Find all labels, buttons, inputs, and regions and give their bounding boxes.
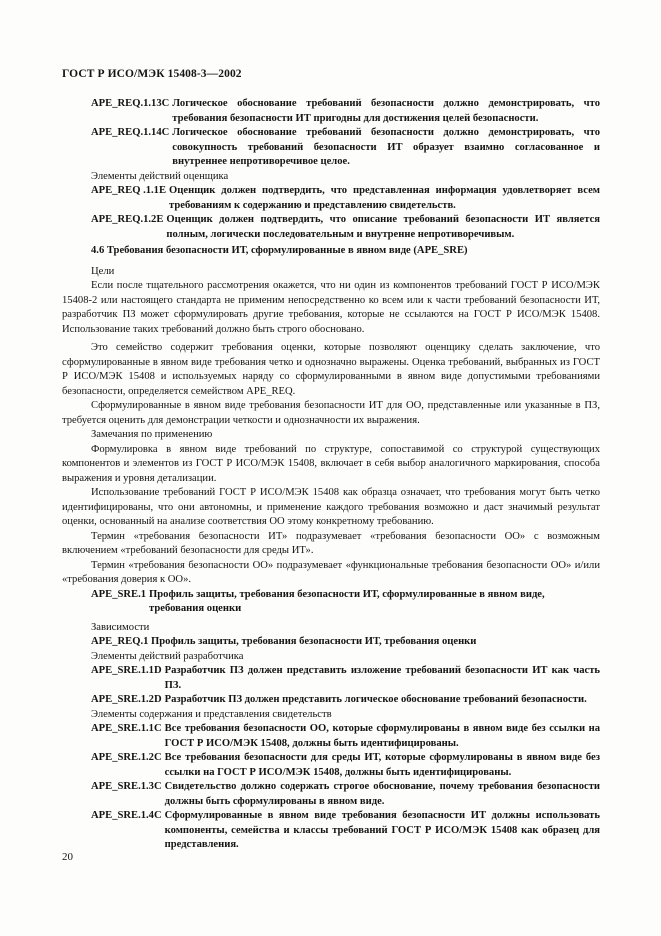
component-code: APE_SRE.1	[91, 588, 147, 600]
requirement-text: Разработчик ПЗ должен представить логическое обоснование требований безопасности.	[164, 694, 587, 705]
dependency-item: APE_REQ.1 Профиль защиты, требования безопасности ИТ, требования оценки	[91, 636, 477, 647]
subheading-developer: Элементы действий разработчика	[91, 650, 244, 662]
subheading-notes: Замечания по применению	[91, 429, 213, 440]
requirement-item	[62, 751, 600, 780]
requirement-item	[62, 693, 600, 708]
paragraph: Термин «требования безопасности ИТ» подразумевает «требования безопасности ОО» с возможным включением «требований безопасности для среды ИТ».	[62, 530, 600, 556]
requirement-item	[62, 213, 600, 242]
requirement-text: Сформулированные в явном виде требования безопасности ИТ должны использовать компоненты, семейства и классы требований ГОСТ Р ИСО/МЭК 15408 как образец для представления.	[164, 810, 600, 850]
requirement-text: Оценщик должен подтвердить, что описание требований безопасности ИТ является полным, логически последовательным и внутренне непротиворечивым.	[166, 214, 600, 240]
requirement-text: Оценщик должен подтвердить, что представленная информация удовлетворяет всем требованиям к содержанию и представлению свидетельств.	[169, 185, 600, 211]
requirement-code: APE_SRE.1.1C	[91, 723, 162, 734]
requirement-item	[62, 722, 600, 751]
requirement-item	[62, 97, 600, 126]
paragraph: Это семейство содержит требования оценки, которые позволяют оценщику сделать заключение, что сформулированные в явном виде требования четко и однозначно выражены. Оценка требований, выбранных из ГОСТ Р ИСО/МЭК 15408 и используемых наряду со сформулированными в явном виде допустимыми требованиями безопасности, определяется семейством APE_REQ.	[62, 342, 600, 397]
paragraph: Термин «требования безопасности ОО» подразумевает «функциональные требования безопасности ОО» и/или «требования доверия к ОО».	[62, 559, 600, 585]
requirement-text: Все требования безопасности для среды ИТ, которые сформулированы в явном виде без ссылки на ГОСТ Р ИСО/МЭК 15408, должны быть идентифицированы.	[164, 752, 600, 778]
requirement-code: APE_REQ.1.14C	[91, 127, 170, 138]
component-title	[62, 588, 600, 617]
requirement-code: APE_SRE.1.4C	[91, 810, 162, 821]
requirement-item	[62, 809, 600, 853]
requirement-code: APE_REQ.1.13C	[91, 98, 170, 109]
requirement-text: Логическое обоснование требований безопасности должно демонстрировать, что требования безопасности ИТ пригодны для достижения целей безопасности.	[172, 98, 600, 124]
requirement-code: APE_REQ .1.1E	[91, 185, 167, 196]
requirement-item	[62, 184, 600, 213]
paragraph: Сформулированные в явном виде требования безопасности ИТ для ОО, представленные или указанные в ПЗ, требуется оценить для демонстрации четкости и однозначности их выражения.	[62, 400, 600, 426]
requirement-text: Свидетельство должно содержать строгое обоснование, почему требования безопасности должны быть сформулированы в явном виде.	[164, 781, 600, 807]
requirement-text: Все требования безопасности ОО, которые сформулированы в явном виде без ссылки на ГОСТ Р ИСО/МЭК 15408, должны быть идентифицированы.	[164, 723, 600, 749]
requirement-item	[62, 664, 600, 693]
subheading-dependencies: Зависимости	[91, 621, 150, 633]
requirement-code: APE_SRE.1.1D	[91, 665, 162, 676]
requirement-code: APE_REQ.1.2E	[91, 214, 164, 225]
paragraph: Формулировка в явном виде требований по структуре, сопоставимой со структурой существующих компонентов и элементов из ГОСТ Р ИСО/МЭК 15408, включает в себя выбор аналогичного маркирования, способа выражения и уровня детализации.	[62, 443, 600, 484]
requirement-code: APE_SRE.1.2D	[91, 694, 162, 705]
requirement-item	[62, 126, 600, 170]
subheading-goals: Цели	[91, 265, 115, 277]
requirement-item	[62, 780, 600, 809]
page-content	[62, 97, 600, 853]
subheading-content: Элементы содержания и представления свидетельств	[91, 708, 332, 720]
paragraph: Если после тщательного рассмотрения окажется, что ни один из компонентов требований ГОСТ Р ИСО/МЭК 15408-2 или настоящего стандарта не применим непосредственно ко всем или к части требований безопасности ИТ, разработчик ПЗ может сформулировать другие требования, которые не ссылаются на ГОСТ Р ИСО/МЭК 15408. Использование таких требований должно быть строго обосновано.	[62, 280, 600, 335]
requirement-text: Логическое обоснование требований безопасности должно демонстрировать, что совокупность требований безопасности ИТ образует взаимно согласованное и внутреннее непротиворечивое целое.	[172, 127, 600, 167]
page-number: 20	[62, 851, 73, 863]
requirement-text: Разработчик ПЗ должен представить изложение требований безопасности ИТ как часть ПЗ.	[164, 665, 600, 691]
component-text: Профиль защиты, требования безопасности ИТ, сформулированные в явном виде, требования оценки	[149, 588, 545, 614]
paragraph: Использование требований ГОСТ Р ИСО/МЭК 15408 как образца означает, что требования могут быть четко идентифицированы, что они автономны, и применение каждого требования возможно и даст значимый результат оценки, основанный на анализе соответствия ОО этому конкретному требованию.	[62, 487, 600, 527]
subheading-evaluator: Элементы действий оценщика	[91, 170, 229, 182]
requirement-code: APE_SRE.1.2C	[91, 752, 162, 763]
section-title: 4.6 Требования безопасности ИТ, сформулированные в явном виде (APE_SRE)	[91, 245, 468, 256]
requirement-code: APE_SRE.1.3C	[91, 781, 162, 792]
document-header: ГОСТ Р ИСО/МЭК 15408-3—2002	[62, 68, 242, 80]
